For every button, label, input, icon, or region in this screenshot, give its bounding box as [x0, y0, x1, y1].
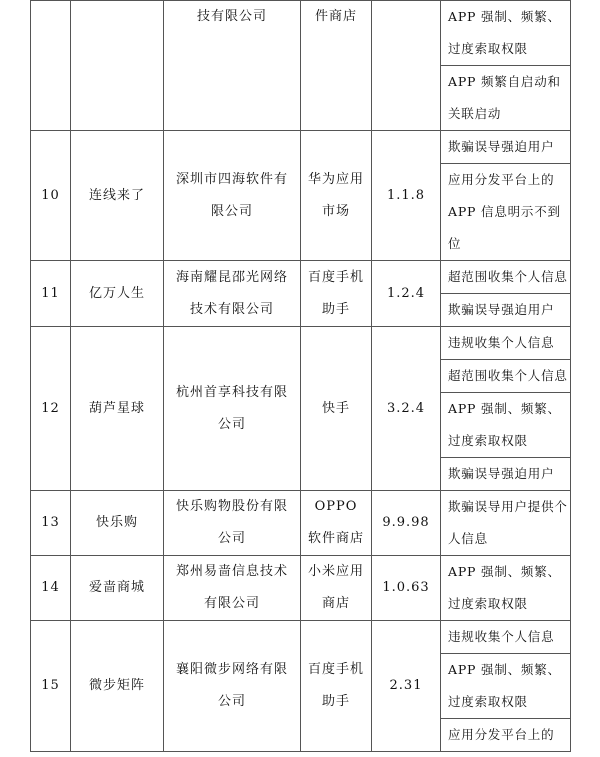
issue-cell: 应用分发平台上的 [441, 719, 571, 752]
table-row [31, 327, 571, 360]
store-text: OPPO 软件商店 [307, 499, 364, 546]
version-cell: 1.0.63 [372, 556, 441, 621]
issue-cell: APP 频繁自启动和关联启动 [441, 66, 571, 131]
issue-cell: 超范围收集个人信息 [441, 261, 571, 294]
issue-cell: 欺骗误导强迫用户 [441, 131, 571, 164]
issue-cell: APP 强制、频繁、过度索取权限 [441, 556, 571, 621]
company-text: 杭州首享科技有限公司 [175, 384, 288, 432]
row-number-cell: 14 [31, 556, 71, 621]
version-cell: 1.2.4 [372, 261, 441, 327]
company-cell [164, 621, 301, 752]
app-violation-table [30, 0, 571, 752]
app-name-cell: 爱啬商城 [71, 556, 164, 621]
table-row [31, 491, 571, 556]
store-text: 小米应用商店 [307, 564, 364, 611]
store-cell [301, 621, 372, 752]
version-cell: 2.31 [372, 621, 441, 752]
version-cell: 9.9.98 [372, 491, 441, 556]
company-text: 海南耀昆邵光网络技术有限公司 [175, 269, 288, 317]
store-cell [301, 556, 372, 621]
store-text: 快手 [321, 400, 350, 416]
company-cell [164, 327, 301, 491]
issue-cell: 违规收集个人信息 [441, 327, 571, 360]
issue-cell: APP 强制、频繁、过度索取权限 [441, 393, 571, 458]
row-number-cell [31, 1, 71, 131]
table-row [31, 261, 571, 294]
issue-cell: 欺骗误导强迫用户 [441, 294, 571, 327]
issue-cell: 欺骗误导强迫用户 [441, 458, 571, 491]
app-name-cell [71, 1, 164, 131]
table-row [31, 621, 571, 654]
store-cell [301, 327, 372, 491]
store-text: 百度手机助手 [307, 269, 364, 317]
company-cell [164, 491, 301, 556]
company-text: 深圳市四海软件有限公司 [175, 171, 288, 219]
store-text: 华为应用市场 [307, 171, 364, 219]
company-cell [164, 131, 301, 261]
version-cell: 3.2.4 [372, 327, 441, 491]
app-name-cell: 连线来了 [71, 131, 164, 261]
store-cell [301, 491, 372, 556]
row-number-cell: 12 [31, 327, 71, 491]
app-name-cell: 快乐购 [71, 491, 164, 556]
row-number-cell: 11 [31, 261, 71, 327]
company-text: 快乐购物股份有限公司 [175, 499, 288, 546]
issue-cell: 欺骗误导用户提供个人信息 [441, 491, 571, 556]
issue-cell: APP 强制、频繁、过度索取权限 [441, 1, 571, 66]
app-name-cell: 微步矩阵 [71, 621, 164, 752]
store-cell [301, 261, 372, 327]
issue-cell: 违规收集个人信息 [441, 621, 571, 654]
store-text: 百度手机助手 [307, 662, 364, 709]
company-cell [164, 261, 301, 327]
store-text: 件商店 [314, 9, 357, 24]
table-row [31, 1, 571, 66]
row-number-cell: 13 [31, 491, 71, 556]
app-name-cell: 亿万人生 [71, 261, 164, 327]
version-cell: 1.1.8 [372, 131, 441, 261]
row-number-cell: 15 [31, 621, 71, 752]
version-cell [372, 1, 441, 131]
company-text: 郑州易啬信息技术有限公司 [175, 564, 288, 611]
table-row [31, 556, 571, 621]
store-cell [301, 131, 372, 261]
issue-cell: 超范围收集个人信息 [441, 360, 571, 393]
table-row [31, 131, 571, 164]
company-cell [164, 556, 301, 621]
issue-cell: APP 强制、频繁、过度索取权限 [441, 654, 571, 719]
issue-cell: 应用分发平台上的 APP 信息明示不到位 [441, 164, 571, 261]
app-name-cell: 葫芦星球 [71, 327, 164, 491]
company-text: 技有限公司 [196, 9, 267, 24]
row-number-cell: 10 [31, 131, 71, 261]
company-cell [164, 1, 301, 131]
company-text: 襄阳微步网络有限公司 [175, 662, 288, 709]
store-cell [301, 1, 372, 131]
